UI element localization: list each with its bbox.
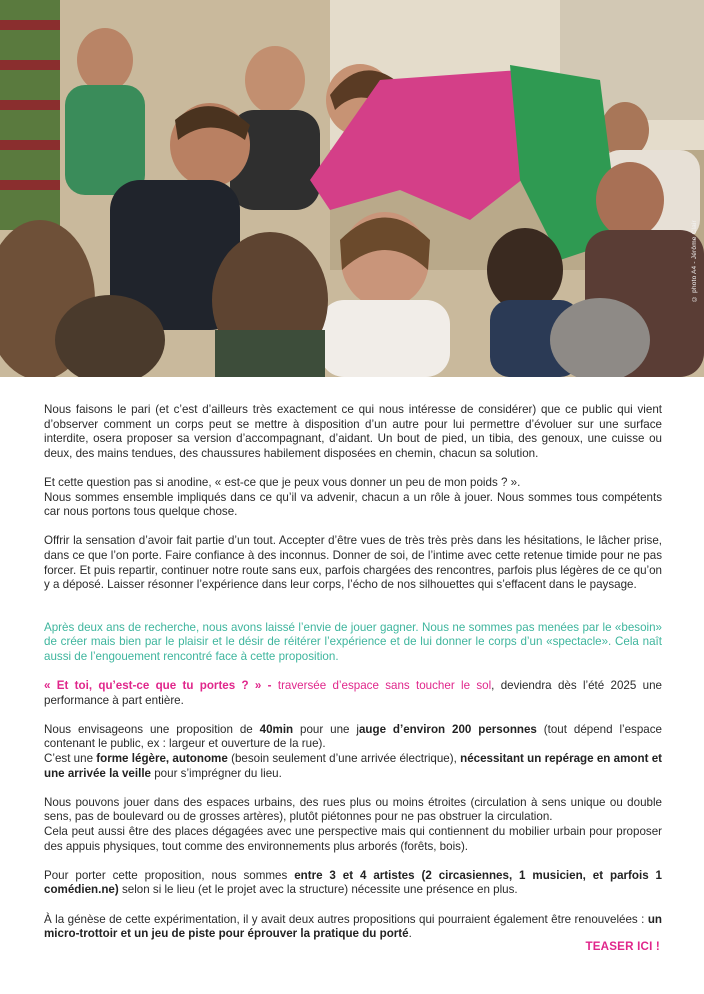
paragraph-8 (44, 869, 662, 898)
requirements: nécessitant un repérage en amont et une arrivée la veille (44, 752, 663, 780)
p9-text-c: . (408, 927, 412, 941)
paragraph-3: Offrir la sensation d’avoir fait partie d’un tout. Accepter d’être vues de très très près dans les hésitations, le lâcher prise, dans ce que l’on porte. Faire confiance à des inconnus. Donner de soi, de l’intime avec cette retenue timide pour ne pas forcer. Et puis repartir, continuer notre route sans eux, parfois chargées des rencontres, parfois plus légères de ce qu’on y a déposé. Laisser résonner l’expérience dans leur corps, l’écho de nos silhouettes qui s’effacent dans le paysage. (44, 534, 662, 592)
show-title: « Et toi, qu’est-ce que tu portes ? » - (44, 679, 272, 693)
paragraph-1: Nous faisons le pari (et c’est d’ailleurs très exactement ce qui nous intéresse de considérer) que ce public qui vient d’observer comment un corps peut se mettre à disposition d’un autre pour lui permettre d’évoluer sur une surface interdite, osera proposer sa version d’accompagnant, d’aidant. Un bout de pied, un tibia, des genoux, une cuisse ou deux, des mains tendues, des chaussures habilement disposées en chemin, chacun sa solution. (44, 403, 662, 460)
photo-illustration (0, 0, 704, 377)
photo-credit: © photo A4 - Jérôme Clair (691, 220, 698, 303)
teaser-link[interactable]: TEASER ICI ! (585, 940, 660, 953)
p8-text-c: selon si le lieu (et le projet avec la structure) nécessite une présence en plus. (118, 883, 518, 897)
p7-text-b: Cela peut aussi être des places dégagées avec une perspective mais qui contiennent du mobilier urbain pour proposer des appuis physiques, tout comme des environnements plus arborés (forêts, bois). (44, 825, 662, 853)
p6-text-c: pour une j (293, 722, 359, 736)
paragraph-7 (44, 796, 662, 854)
paragraph-9 (44, 913, 662, 942)
paragraph-2 (44, 476, 662, 520)
p6-text-e: (tout dépend l’espace contenant le public, ex : largeur et ouverture de la rue). (44, 722, 662, 751)
paragraph-4-highlight: Après deux ans de recherche, nous avons laissé l’envie de jouer gagner. Nous ne sommes pas menées par le «besoin» de créer mais bien par le plaisir et le désir de réitérer l’expérience et de lui donner le corps d’un «spectacle». Cela naît aussi de l’engouement rencontré face à cette proposition. (44, 620, 662, 663)
other-proposals: un micro-trottoir et un jeu de piste pour éprouver la pratique du porté (44, 912, 662, 941)
audience-size: auge d’environ 200 personnes (358, 722, 537, 736)
p7-text-a: Nous pouvons jouer dans des espaces urbains, des rues plus ou moins étroites (circulation à sens unique ou double sens, pas de boulevard ou de grosses artères), plutôt piétonnes pour ne pas obstruer la circulation. (44, 795, 662, 824)
p6-text-h: (besoin seulement d’une arrivée électrique), (227, 752, 461, 766)
p6-text-a: Nous envisageons une proposition de (44, 722, 260, 736)
paragraph-5 (44, 679, 662, 708)
paragraph-2-body: Nous sommes ensemble impliqués dans ce qu’il va advenir, chacun a un rôle à jouer. Nous sommes tous compétents car nous portons tous quelque chose. (44, 490, 662, 519)
crowd-photo (0, 0, 704, 377)
artists-count: entre 3 et 4 artistes (2 circasiennes, 1 musicien, et parfois 1 comédien.ne) (44, 868, 662, 897)
form-type: forme légère, autonome (96, 752, 228, 766)
p8-text-a: Pour porter cette proposition, nous sommes (44, 868, 295, 882)
duration-value: 40min (259, 722, 294, 736)
show-subtitle: traversée d’espace sans toucher le sol (271, 679, 492, 693)
p6-text-j: pour s’imprégner du lieu. (151, 766, 282, 780)
paragraph-5-rest: , deviendra dès l’été 2025 une performance à part entière. (44, 679, 662, 707)
p9-text-a: À la génèse de cette expérimentation, il y avait deux autres propositions qui pourraient également être renouvelées : (44, 912, 648, 926)
p6-text-f: C’est une (44, 752, 97, 766)
paragraph-6 (44, 723, 662, 781)
body-text (44, 403, 662, 956)
paragraph-2-question: Et cette question pas si anodine, « est-ce que je peux vous donner un peu de mon poids ? ». (44, 475, 521, 489)
